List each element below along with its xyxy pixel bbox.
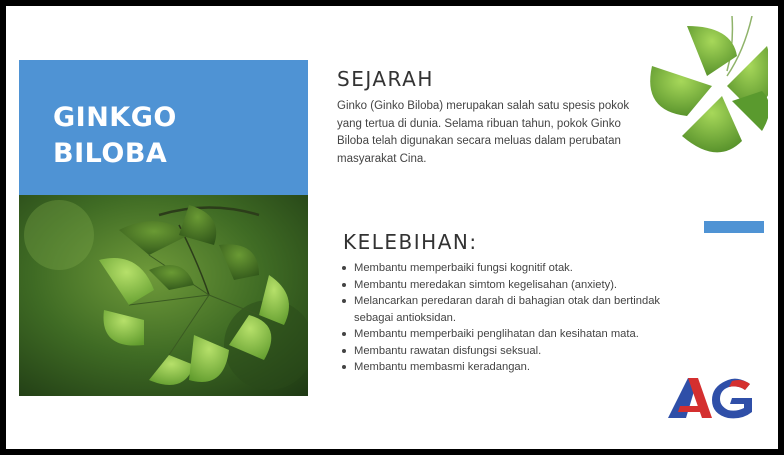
bullet-icon [342,283,346,287]
list-item: Membantu meredakan simtom kegelisahan (anxiety). [340,277,670,294]
bullet-icon [342,299,346,303]
ag-logo [666,372,756,428]
accent-bar [704,221,764,233]
slide [6,6,778,449]
bullet-icon [342,365,346,369]
list-item: Melancarkan peredaran darah di bahagian otak dan bertindak sebagai antioksidan. [340,293,670,326]
kelebihan-heading: KELEBIHAN: [343,230,478,254]
sejarah-text: Ginko (Ginko Biloba) merupakan salah satu spesis pokok yang tertua di dunia. Selama ribuan tahun, pokok Ginko Biloba telah digunakan secara meluas dalam perubatan masyarakat Cina. [337,100,630,165]
list-item: Membantu memperbaiki fungsi kognitif otak. [340,260,670,277]
sejarah-heading: SEJARAH [337,67,434,91]
title-line-1: GINKGO [53,102,177,133]
list-item: Membantu memperbaiki penglihatan dan kesihatan mata. [340,326,670,343]
list-item: Membantu rawatan disfungsi seksual. [340,343,670,360]
bullet-icon [342,332,346,336]
list-item: Membantu membasmi keradangan. [340,359,670,376]
bullet-icon [342,349,346,353]
ginkgo-leaf-cluster [642,16,768,166]
title-line-2: BILOBA [53,138,168,169]
kelebihan-list [340,260,670,376]
ginkgo-leaf-photo [19,195,308,396]
slide-title [53,100,177,172]
bullet-icon [342,266,346,270]
title-box [19,60,308,195]
